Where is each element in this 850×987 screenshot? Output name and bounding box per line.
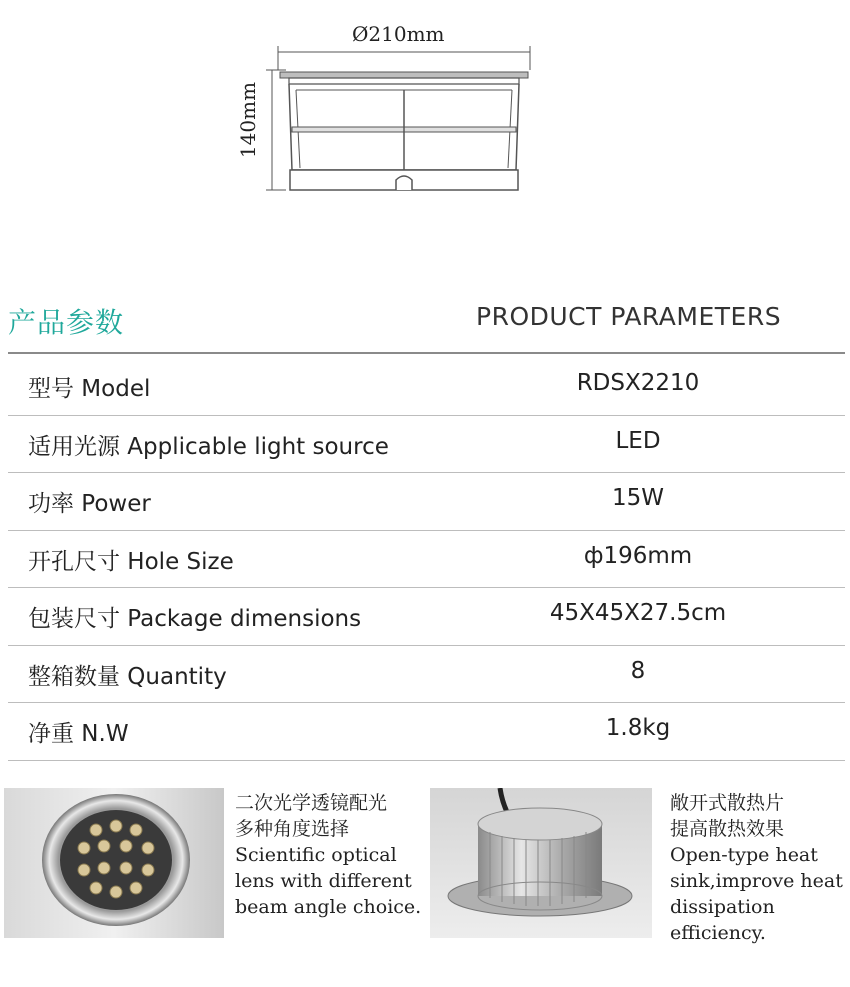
param-value: 8 <box>630 657 646 684</box>
dimension-drawing <box>0 0 850 230</box>
feature-en-line: Open-type heat <box>670 844 818 866</box>
param-value: 45X45X27.5cm <box>549 600 727 626</box>
parameters-table <box>8 358 845 761</box>
param-row-model <box>8 358 845 416</box>
param-label: 适用光源 Applicable light source <box>28 433 389 460</box>
param-row-light-source <box>8 416 845 474</box>
feature-cn-line: 二次光学透镜配光 <box>235 792 388 814</box>
feature-en-line: sink,improve heat <box>670 870 843 892</box>
param-label: 功率 Power <box>28 491 151 517</box>
feature-en-line: Scientific optical <box>235 844 397 866</box>
section-header <box>0 295 850 347</box>
param-label: 净重 N.W <box>28 721 129 747</box>
feature-en-line: dissipation <box>670 896 775 918</box>
param-label: 开孔尺寸 Hole Size <box>28 548 234 575</box>
header-divider <box>8 352 845 354</box>
param-row-power <box>8 473 845 531</box>
lens-feature-text <box>235 790 425 920</box>
height-dimension-label: 140mm <box>236 81 260 159</box>
param-value: RDSX2210 <box>576 370 700 396</box>
param-label: 型号 Model <box>28 376 151 402</box>
param-label: 整箱数量 Quantity <box>28 663 227 690</box>
param-row-weight <box>8 703 845 761</box>
param-value: ф196mm <box>583 542 693 569</box>
section-title-en: PRODUCT PARAMETERS <box>476 302 782 331</box>
param-row-hole-size <box>8 531 845 589</box>
feature-en-line: beam angle choice. <box>235 896 422 918</box>
heat-sink-feature-text <box>670 790 848 946</box>
lens-photo <box>4 788 224 938</box>
param-row-quantity <box>8 646 845 704</box>
section-title-cn: 产品参数 <box>8 306 125 339</box>
heat-sink-photo <box>430 788 652 938</box>
param-value: 15W <box>611 485 664 511</box>
param-value: LED <box>615 427 661 454</box>
feature-cn-line: 提高散热效果 <box>670 818 785 840</box>
width-dimension-label: Ø210mm <box>352 22 445 46</box>
feature-cn-line: 敞开式散热片 <box>670 792 785 814</box>
param-value: 1.8kg <box>605 715 671 741</box>
param-label: 包装尺寸 Package dimensions <box>28 606 362 632</box>
param-row-package <box>8 588 845 646</box>
feature-en-line: lens with different <box>235 870 412 892</box>
feature-en-line: efficiency. <box>670 922 766 944</box>
feature-cn-line: 多种角度选择 <box>235 818 350 840</box>
